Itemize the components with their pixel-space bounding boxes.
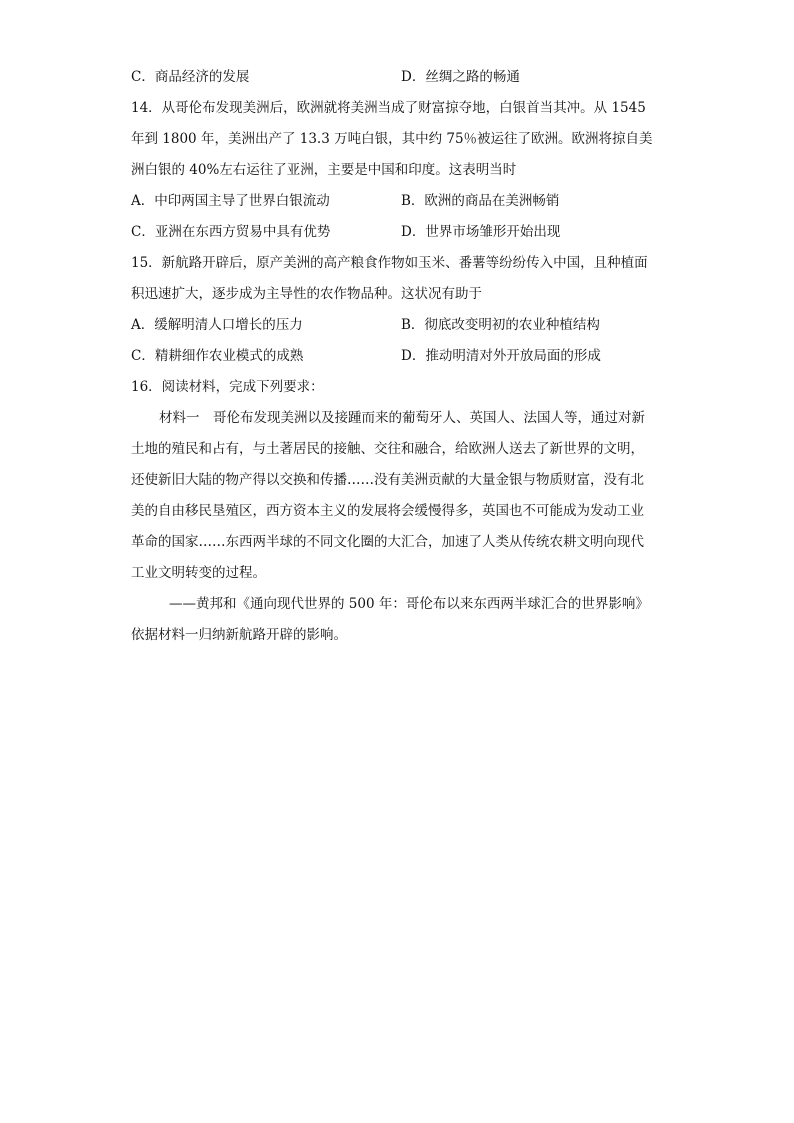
q13-option-d: D．丝绸之路的畅通 — [401, 69, 520, 85]
exam-page — [131, 62, 671, 651]
q14-stem-line-3: 洲白银的 40%左右运往了亚洲，主要是中国和印度。这表明当时 — [131, 162, 517, 178]
q13-options-cd — [131, 62, 671, 93]
q15-option-d: D．推动明清对外开放局面的形成 — [401, 348, 601, 364]
q14-stem-line-1: 14．从哥伦布发现美洲后，欧洲就将美洲当成了财富掠夺地，白银首当其冲。从 1545 — [131, 100, 646, 116]
q13-option-c: C．商品经济的发展 — [131, 69, 250, 85]
q14-options-cd — [131, 217, 671, 248]
q14-option-c: C．亚洲在东西方贸易中具有优势 — [131, 224, 331, 240]
q16-source: ——黄邦和《通向现代世界的 500 年：哥伦布以来东西两半球汇合的世界影响》 — [169, 596, 649, 612]
q15-options-ab — [131, 310, 671, 341]
question-16 — [131, 372, 671, 651]
q14-stem-line-2: 年到 1800 年，美洲出产了 13.3 万吨白银，其中约 75％被运往了欧洲。欧洲将掠自美 — [131, 131, 653, 147]
q16-material-line-4: 美的自由移民垦殖区，西方资本主义的发展将会缓慢得多，英国也不可能成为发动工业 — [131, 503, 644, 519]
q15-option-a: A．缓解明清人口增长的压力 — [131, 317, 303, 333]
q14-option-a: A．中印两国主导了世界白银流动 — [131, 193, 330, 209]
q15-option-c: C．精耕细作农业模式的成熟 — [131, 348, 304, 364]
q16-material-line-1: 材料一 哥伦布发现美洲以及接踵而来的葡萄牙人、英国人、法国人等，通过对新 — [159, 410, 645, 426]
q14-option-d: D．世界市场雏形开始出现 — [401, 224, 561, 240]
question-14 — [131, 93, 671, 248]
q14-options-ab — [131, 186, 671, 217]
q15-option-b: B．彻底改变明初的农业种植结构 — [401, 317, 600, 333]
q16-material-line-6: 工业文明转变的过程。 — [131, 565, 266, 581]
q15-options-cd — [131, 341, 671, 372]
q16-material-line-5: 革命的国家……东西两半球的不同文化圈的大汇合，加速了人类从传统农耕文明向现代 — [131, 534, 644, 550]
q16-material-line-2: 土地的殖民和占有，与土著居民的接触、交往和融合，给欧洲人送去了新世界的文明， — [131, 441, 644, 457]
q15-stem-line-2: 积迅速扩大，逐步成为主导性的农作物品种。这状况有助于 — [131, 286, 482, 302]
q16-question: 依据材料一归纳新航路开辟的影响。 — [131, 627, 347, 643]
q16-intro: 16．阅读材料，完成下列要求： — [131, 379, 324, 395]
q15-stem-line-1: 15．新航路开辟后，原产美洲的高产粮食作物如玉米、番薯等纷纷传入中国，且种植面 — [131, 255, 648, 271]
q16-material-line-3: 还使新旧大陆的物产得以交换和传播……没有美洲贡献的大量金银与物质财富，没有北 — [131, 472, 644, 488]
question-15 — [131, 248, 671, 372]
q14-option-b: B．欧洲的商品在美洲畅销 — [401, 193, 560, 209]
